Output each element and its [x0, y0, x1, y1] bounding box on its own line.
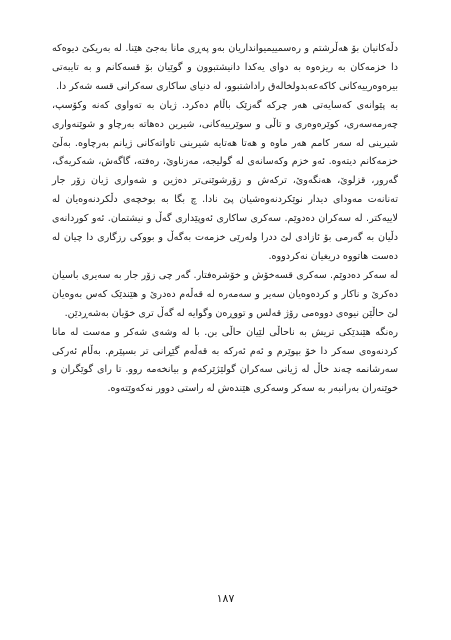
paragraph-3: لە سەکر دەدوێم. سەکری قسەخۆش و خۆشرەفتار. گەر چی زۆر جار بە سەیری باسیان دەکرێ و ناکار و کردەوەیان سەیر و سەمەرە لە قەڵەم دەدرێ و هێندێک کەس بەوەیان لێ حاڵێن نیوەی دووەمی رۆژ قەلس و تووڕەن وگوایە لە گەڵ تری خۆیان بەشەڕدێن. — [52, 269, 398, 319]
paragraph-1: دڵەکانیان بۆ هەڵرشتم و رەسمییمیوانداریان بەو پەڕی مانا بەجێ هێنا. لە بەریکێ دیوەکە دا خزمەکان بە ریزەوە بە دوای یەکدا دانیشتبوون و گوێیان بۆ قسەکانم و بە تایبەتی بیرەوەرییەکانی کاکەعەبدولخالەق راداشتبوو، لە دنیای ساکاری سەکرانی قسە شەکر دا. — [52, 43, 398, 92]
body-text — [52, 40, 398, 399]
page-number: ١٨٧ — [216, 592, 235, 605]
paragraph-4: رەنگە هێندێکی تریش بە ناحاڵی لێیان حاڵی بن. با لە وشەی شەکر و مەست لە مانا کردنەوەی سەکر دا خۆ بپوێرم و ئەم ئەرکە بە قەڵەم گێڕانی تر بسپێرم. بەڵام ئەرکی سەرشانمە چەند خاڵ لە ژیانی سەکران گولێژێرکەم و بیانخەمە روو. تا رای گوێگران و خوێنەران بەرانبەر بە سەکر وسەکری هێندەش لە راستی دوور نەکەوێتەوە. — [52, 326, 398, 395]
paragraph-2: بە پێوانەی کەسایەتی هەر چرکە گەزێک باڵام دەکرد. ژیان بە تەواوی کەنە وکۆسپ، چەرمەسەری، کوێرەوەری و تاڵی و سوێرییەکانی، شیرین دەهاتە بەرچاو و شوێنەواری شیرینی لە سەر کامم هەر ماوە و هەتا هەتایە شیرینی تاواتەکانی ژیانم بەرچاوە. بەڵێ خزمەکانم دیتەوە. ئەو خزم وکەسانەی لە گولیجە، مەزناوێ، رەفتە، گاگەش، شەکریەگ، گەرور، قزلوێ، هەنگەوێ، ترکەش و زۆرشوێنی‌تر دەژین و شەواری ژیان زۆر جار تەنانەت مەودای دیدار نوێکردنەوەشیان پێ نادا. چ بگا بە بوخچەی دڵکردنەوەیان لە لاییەکتر. لە سەکران دەدوێم. سەکری ساکاری ئەوپێداری گەڵ و نیشتمان. ئەو کوردانەی دڵیان بە گەرمی بۆ ئازادی لێ ددرا ولەرێی خزمەت بەگەڵ و بووکی رزگاری دا چیان لە دەست هاتووە دریغیان نەکردووە. — [52, 99, 398, 262]
